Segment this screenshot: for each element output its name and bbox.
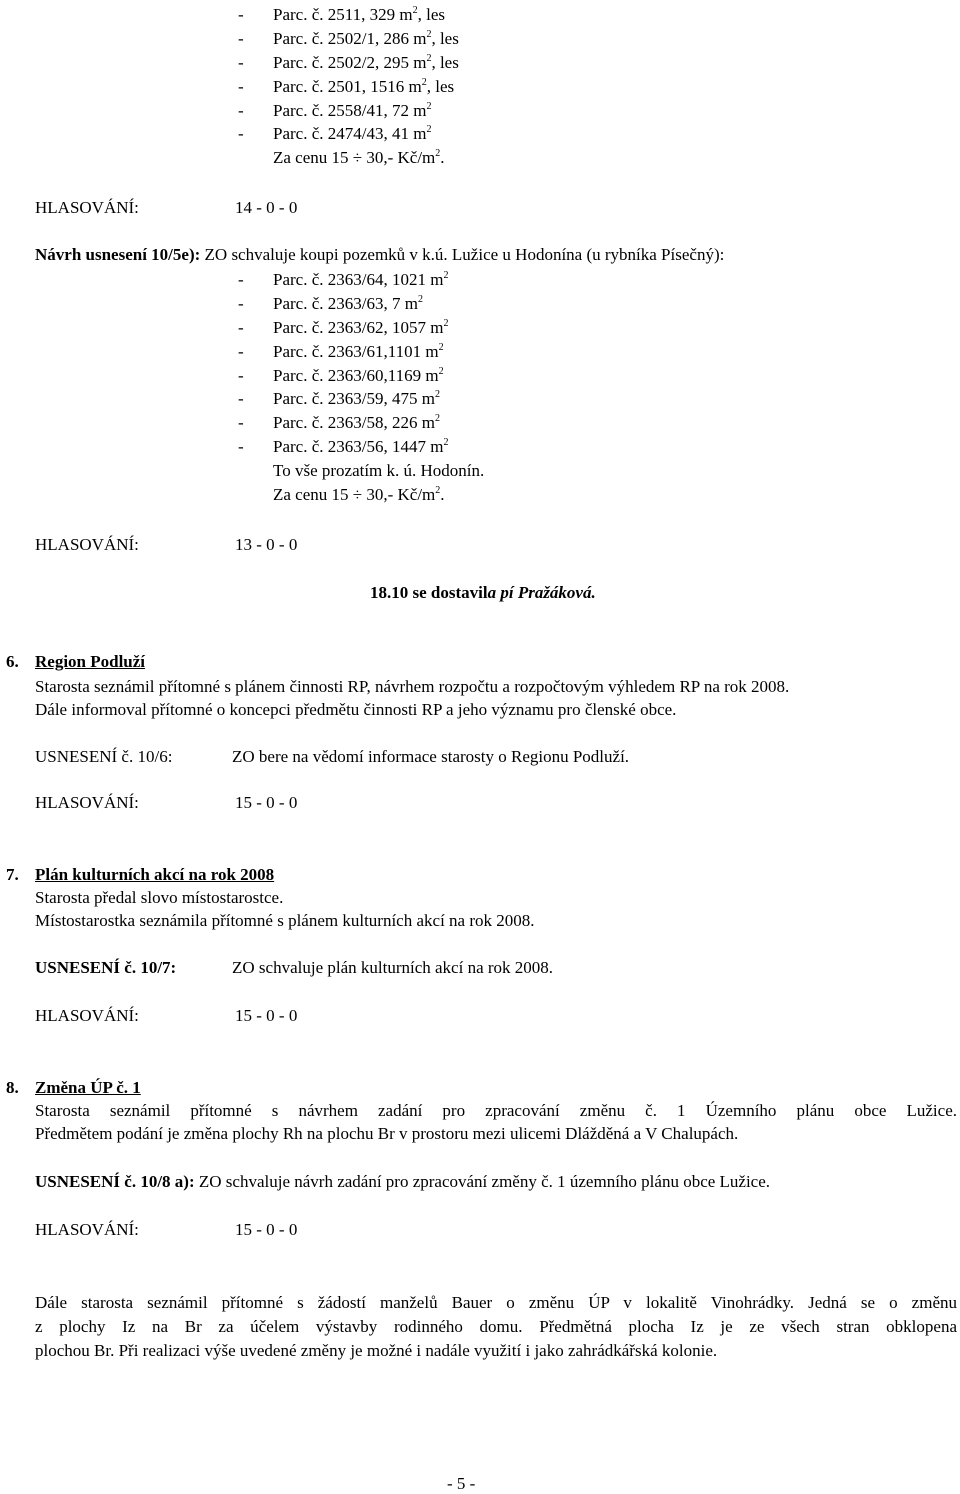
vote-label: HLASOVÁNÍ: — [35, 198, 139, 217]
section-title: Plán kulturních akcí na rok 2008 — [35, 865, 275, 884]
section-title: Změna ÚP č. 1 — [35, 1078, 141, 1097]
vote-result: 15 - 0 - 0 — [235, 793, 298, 812]
vote-result: 15 - 0 - 0 — [235, 1220, 298, 1239]
paragraph-line: Místostarostka seznámila přítomné s plánem kulturních akcí na rok 2008. — [35, 911, 535, 930]
vote-label: HLASOVÁNÍ: — [35, 535, 139, 554]
vote-result: 13 - 0 - 0 — [235, 535, 298, 554]
paragraph-line: Starosta seznámil přítomné s plánem činnosti RP, návrhem rozpočtu a rozpočtovým výhledem RP na rok 2008. — [35, 677, 790, 696]
paragraph-line: Starosta předal slovo místostarostce. — [35, 888, 284, 907]
section-title: Region Podluží — [35, 652, 146, 671]
resolution-text: ZO schvaluje plán kulturních akcí na rok 2008. — [232, 958, 554, 977]
arrival-note: 18.10 se dostavila pí Pražáková. — [370, 583, 596, 602]
vote-result: 15 - 0 - 0 — [235, 1006, 298, 1025]
vote-result: 14 - 0 - 0 — [235, 198, 298, 217]
vote-label: HLASOVÁNÍ: — [35, 793, 139, 812]
section-number: 8. — [6, 1078, 19, 1097]
page-number: - 5 - — [447, 1474, 476, 1493]
section-number: 6. — [6, 652, 19, 671]
paragraph-line: Dále starosta seznámil přítomné s žádostí manželů Bauer o změnu ÚP v lokalitě Vinohrádky. Jedná se o změnu — [35, 1293, 957, 1312]
resolution-line: USNESENÍ č. 10/8 a): ZO schvaluje návrh zadání pro zpracování změny č. 1 územního plánu obce Lužice. — [35, 1172, 771, 1191]
resolution-proposal: Návrh usnesení 10/5e): ZO schvaluje koupi pozemků v k.ú. Lužice u Hodonína (u rybníka Písečný): — [35, 245, 725, 264]
resolution-text: ZO bere na vědomí informace starosty o Regionu Podluží. — [232, 747, 630, 766]
vote-label: HLASOVÁNÍ: — [35, 1006, 139, 1025]
vote-label: HLASOVÁNÍ: — [35, 1220, 139, 1239]
paragraph-line: z plochy Iz na Br za účelem výstavby rodinného domu. Předmětná plocha Iz je ze všech stran obklopena — [35, 1317, 957, 1336]
paragraph-line: Předmětem podání je změna plochy Rh na plochu Br v prostoru mezi ulicemi Dlážděná a V Chalupách. — [35, 1124, 739, 1143]
section-number: 7. — [6, 865, 19, 884]
resolution-label: USNESENÍ č. 10/7: — [35, 958, 177, 977]
resolution-label: USNESENÍ č. 10/6: — [35, 747, 173, 766]
paragraph-line: plochou Br. Při realizaci výše uvedené změny je možné i nadále využití i jako zahrádkářská kolonie. — [35, 1341, 718, 1360]
paragraph-line: Starosta seznámil přítomné s návrhem zadání pro zpracování změnu č. 1 Územního plánu obce Lužice. — [35, 1101, 957, 1120]
paragraph-line: Dále informoval přítomné o koncepci předmětu činnosti RP a jeho významu pro členské obce. — [35, 700, 677, 719]
